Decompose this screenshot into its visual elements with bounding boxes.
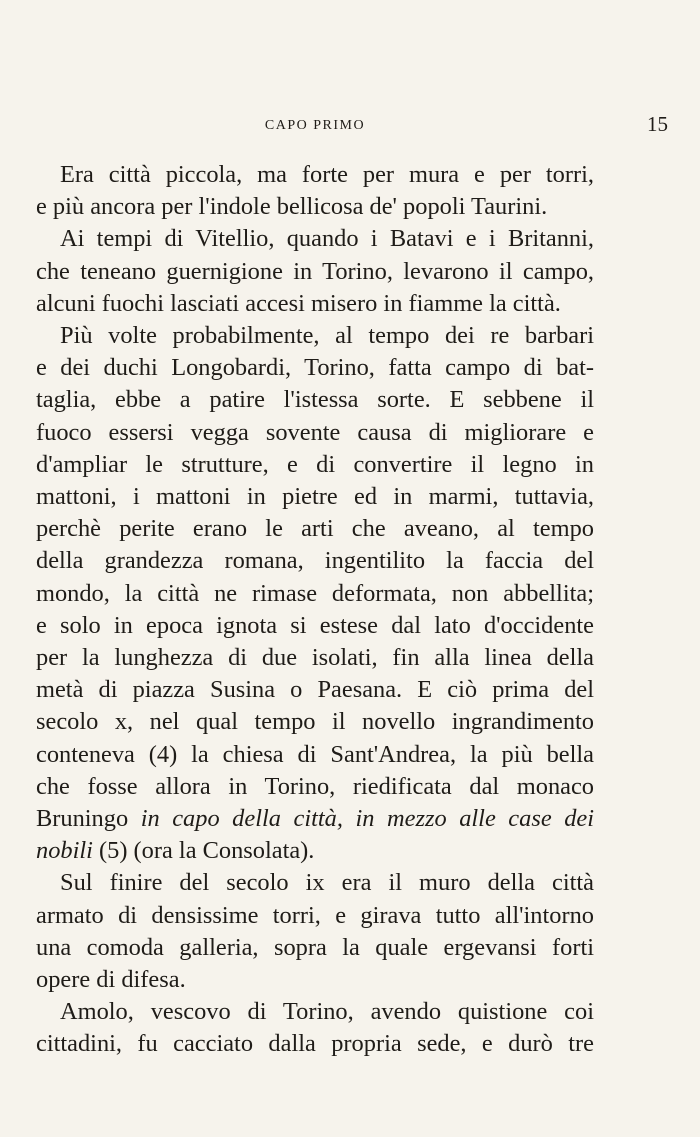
text-line: cittadini, fu cacciato dalla propria sede, e durò tre: [36, 1030, 594, 1058]
text-line: Sul finire del secolo ix era il muro della città: [60, 869, 594, 897]
italic-run: in capo della città, in mezzo alle case dei: [140, 805, 594, 833]
text-line: e dei duchi Longobardi, Torino, fatta campo di bat-: [36, 354, 594, 382]
text-line: opere di difesa.: [36, 966, 186, 994]
text-line: conteneva (4) la chiesa di Sant'Andrea, la più bella: [36, 740, 594, 768]
text-line: che teneano guernigione in Torino, levarono il campo,: [36, 257, 594, 285]
text-line: per la lunghezza di due isolati, fin alla linea della: [36, 644, 594, 672]
text-line: e solo in epoca ignota si estese dal lato d'occidente: [36, 611, 594, 639]
text-run: Bruningo: [36, 805, 141, 833]
body-text: [36, 159, 594, 1061]
text-line: mattoni, i mattoni in pietre ed in marmi, tuttavia,: [36, 483, 594, 511]
text-line: e più ancora per l'indole bellicosa de' popoli Taurini.: [36, 193, 548, 221]
text-line: Più volte probabilmente, al tempo dei re barbari: [60, 322, 594, 350]
paragraph-4: [36, 867, 594, 996]
text-line: d'ampliar le strutture, e di convertire il legno in: [36, 450, 594, 478]
text-line: una comoda galleria, sopra la quale ergevansi forti: [36, 933, 594, 961]
text-line-italic-mixed: [36, 803, 594, 835]
text-line: che fosse allora in Torino, riedificata dal monaco: [36, 772, 594, 800]
text-line-italic-mixed: [36, 835, 594, 867]
running-title: CAPO PRIMO: [264, 118, 366, 133]
page-number: 15: [647, 112, 668, 136]
running-head: [36, 112, 668, 142]
paragraph-2: [36, 223, 594, 320]
text-line: alcuni fuochi lasciati accesi misero in fiamme la città.: [36, 289, 561, 317]
text-line: secolo x, nel qual tempo il novello ingrandimento: [36, 708, 594, 736]
italic-run: nobili: [36, 837, 93, 865]
text-line: mondo, la città ne rimase deformata, non abbellita;: [36, 579, 594, 607]
text-line: Era città piccola, ma forte per mura e per torri,: [60, 161, 594, 188]
text-line: armato di densissime torri, e girava tutto all'intorno: [36, 901, 594, 929]
paragraph-1: [36, 159, 594, 223]
text-line: metà di piazza Susina o Paesana. E ciò prima del: [36, 676, 594, 704]
text-line: della grandezza romana, ingentilito la faccia del: [36, 547, 594, 575]
paragraph-5: [36, 996, 594, 1060]
paragraph-3: [36, 320, 594, 867]
text-run: (5) (ora la Consolata).: [92, 837, 315, 865]
text-line: perchè perite erano le arti che aveano, al tempo: [36, 515, 594, 543]
text-line: Ai tempi di Vitellio, quando i Batavi e i Britanni,: [60, 225, 594, 253]
text-line: taglia, ebbe a patire l'istessa sorte. E sebbene il: [36, 386, 594, 414]
text-line: fuoco essersi vegga sovente causa di migliorare e: [36, 418, 594, 446]
text-line: Amolo, vescovo di Torino, avendo quistione coi: [60, 998, 594, 1026]
